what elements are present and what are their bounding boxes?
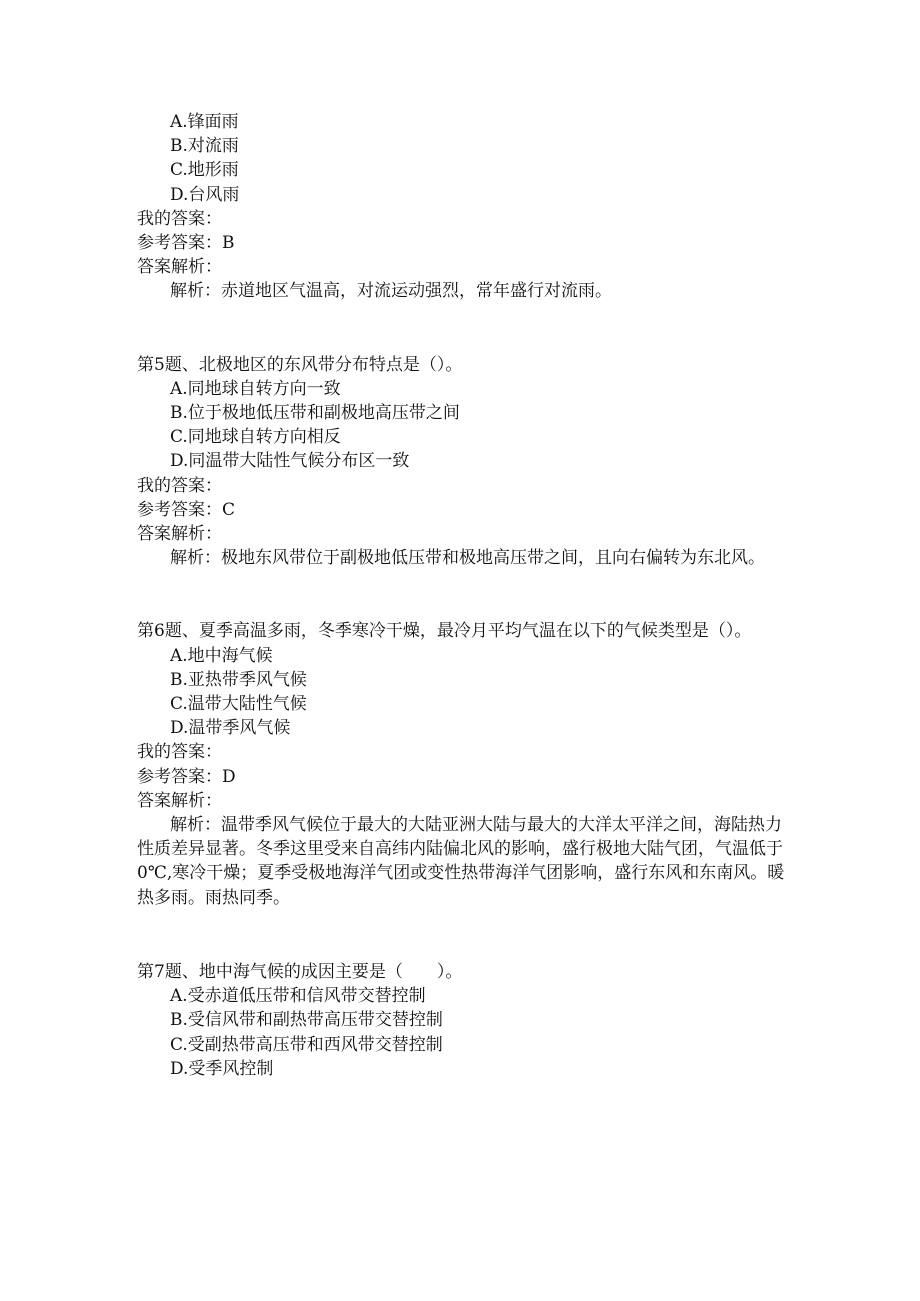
option-a: A.受赤道低压带和信风带交替控制 <box>170 986 426 1007</box>
option-b: B.亚热带季风气候 <box>170 669 307 690</box>
my-answer-label: 我的答案： <box>137 208 222 229</box>
option-a: A.锋面雨 <box>170 112 239 132</box>
analysis-text: 解析：赤道地区气温高，对流运动强烈，常年盛行对流雨。 <box>170 281 612 302</box>
option-b: B.位于极地低压带和副极地高压带之间 <box>170 403 460 424</box>
analysis-label: 答案解析： <box>137 524 222 545</box>
question-5 <box>137 353 787 571</box>
option-d: D.同温带大陆性气候分布区一致 <box>170 451 410 472</box>
question-6 <box>137 619 787 909</box>
question-title: 第5题、北极地区的东风带分布特点是（）。 <box>137 354 463 375</box>
question-7 <box>137 960 787 1081</box>
reference-answer: 参考答案：C <box>137 499 236 520</box>
option-d: D.受季风控制 <box>170 1058 274 1079</box>
option-b: B.受信风带和副热带高压带交替控制 <box>170 1010 443 1031</box>
option-c: C.受副热带高压带和西风带交替控制 <box>170 1034 443 1055</box>
document-page <box>137 110 787 1081</box>
question-title: 第7题、地中海气候的成因主要是（ ）。 <box>137 961 463 982</box>
option-d: D.温带季风气候 <box>170 718 291 739</box>
option-b: B.对流雨 <box>170 136 239 157</box>
option-d: D.台风雨 <box>170 184 240 205</box>
reference-answer: 参考答案：B <box>137 233 235 254</box>
reference-answer: 参考答案：D <box>137 766 236 787</box>
option-c: C.同地球自转方向相反 <box>170 427 341 448</box>
my-answer-label: 我的答案： <box>137 475 222 496</box>
analysis-label: 答案解析： <box>137 790 222 811</box>
option-a: A.同地球自转方向一致 <box>170 378 341 399</box>
option-c: C.地形雨 <box>170 160 239 181</box>
analysis-label: 答案解析： <box>137 257 222 278</box>
option-c: C.温带大陆性气候 <box>170 694 307 715</box>
analysis-text: 解析：温带季风气候位于最大的大陆亚洲大陆与最大的大洋太平洋之间，海陆热力性质差异显著。冬季这里受来自高纬内陆偏北风的影响，盛行极地大陆气团，气温低于0℃,寒冷干燥；夏季受极地海洋气团或变性热带海洋气团影响，盛行东风和东南风。暖热多雨。雨热同季。 <box>137 815 785 908</box>
my-answer-label: 我的答案： <box>137 742 222 763</box>
analysis-text: 解析：极地东风带位于副极地低压带和极地高压带之间，且向右偏转为东北风。 <box>170 548 765 569</box>
question-title: 第6题、夏季高温多雨，冬季寒冷干燥，最冷月平均气温在以下的气候类型是（）。 <box>137 621 752 642</box>
option-a: A.地中海气候 <box>170 645 273 666</box>
question-4-tail <box>137 110 787 304</box>
